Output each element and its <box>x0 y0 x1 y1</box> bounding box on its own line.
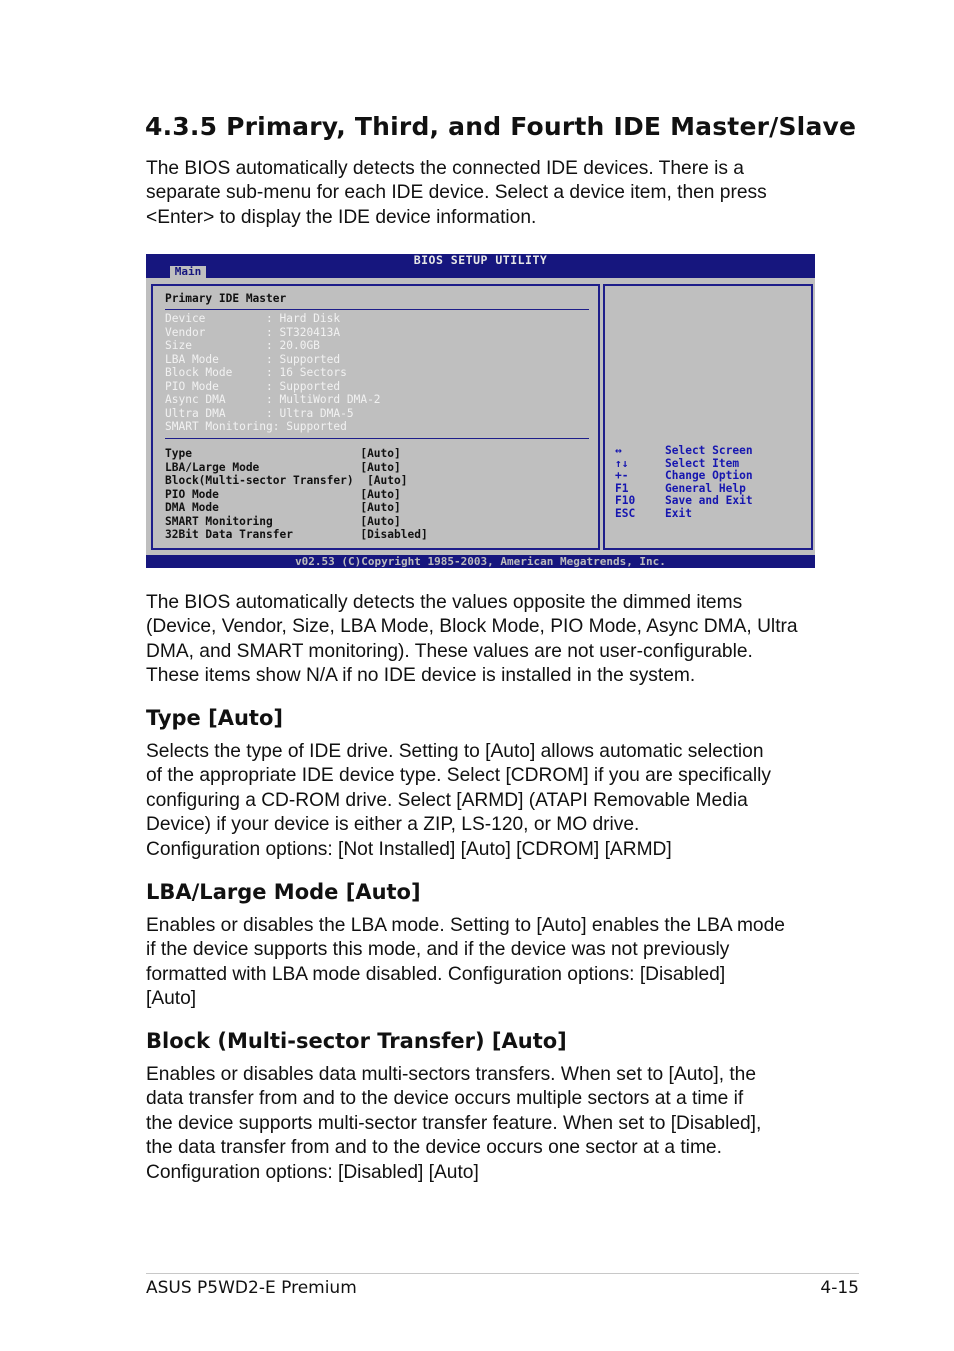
bios-setting-lba[interactable]: LBA/Large Mode [Auto] <box>165 460 401 474</box>
type-paragraph <box>146 740 826 862</box>
bios-info-line: Async DMA : MultiWord DMA-2 <box>165 393 381 406</box>
bios-key: ESC <box>615 506 636 520</box>
text-line: if the device supports this mode, and if the device was not previously <box>146 939 730 961</box>
text-line: Configuration options: [Not Installed] [Auto] [CDROM] [ARMD] <box>146 838 672 860</box>
bios-info-line: PIO Mode : Supported <box>165 379 341 393</box>
bios-setting-32bit[interactable]: 32Bit Data Transfer [Disabled] <box>165 528 428 541</box>
bios-info-line: Device : Hard Disk <box>165 312 341 325</box>
left-right-arrow-icon: ↔ <box>615 444 622 457</box>
text-line: These items show N/A if no IDE device is installed in the system. <box>146 665 696 687</box>
bios-info-line: Ultra DMA : Ultra DMA-5 <box>165 406 354 420</box>
text-line: configuring a CD-ROM drive. Select [ARMD] (ATAPI Removable Media <box>146 789 748 811</box>
text-line: the device supports multi-sector transfer feature. When set to [Disabled], <box>146 1112 762 1134</box>
text-line: The BIOS automatically detects the values opposite the dimmed items <box>146 592 743 613</box>
bios-setting-smart[interactable]: SMART Monitoring [Auto] <box>165 514 401 528</box>
bios-key-action: Exit <box>665 506 692 520</box>
bios-help-panel <box>603 284 813 550</box>
text-line: The BIOS automatically detects the connected IDE devices. There is a <box>146 158 744 179</box>
bios-setting-type[interactable]: Type [Auto] <box>165 447 401 460</box>
text-line: Configuration options: [Disabled] [Auto] <box>146 1161 479 1183</box>
bios-tab-main[interactable]: Main <box>170 266 206 278</box>
bios-copyright-bar: v02.53 (C)Copyright 1985-2003, American Megatrends, Inc. <box>146 555 815 568</box>
bios-key-action: Change Option <box>665 469 753 482</box>
text-line: separate sub-menu for each IDE device. Select a device item, then press <box>146 182 767 204</box>
bios-separator <box>165 309 589 310</box>
bios-info-line: LBA Mode : Supported <box>165 352 341 366</box>
text-line: [Auto] <box>146 988 197 1010</box>
bios-setting-pio[interactable]: PIO Mode [Auto] <box>165 487 401 501</box>
heading-block: Block (Multi-sector Transfer) [Auto] <box>146 1029 567 1053</box>
text-line: Device) if your device is either a ZIP, LS-120, or MO drive. <box>146 814 640 836</box>
bios-key-action: Save and Exit <box>665 494 753 507</box>
bios-key-action: Select Screen <box>665 444 753 457</box>
bios-panel-title: Primary IDE Master <box>165 292 287 305</box>
footer-page-number: 4-15 <box>820 1278 859 1298</box>
section-title: 4.3.5 Primary, Third, and Fourth IDE Master/Slave <box>145 112 857 141</box>
text-line: <Enter> to display the IDE device information. <box>146 206 537 228</box>
bios-info-line: Size : 20.0GB <box>165 339 320 352</box>
heading-lba: LBA/Large Mode [Auto] <box>146 880 421 904</box>
footer-rule <box>146 1273 859 1274</box>
lba-paragraph <box>146 914 826 1012</box>
bios-info-line: SMART Monitoring: Supported <box>165 420 347 433</box>
bios-setting-dma[interactable]: DMA Mode [Auto] <box>165 501 401 514</box>
text-line: data transfer from and to the device occurs multiple sectors at a time if <box>146 1088 744 1110</box>
bios-info-line: Vendor : ST320413A <box>165 325 341 339</box>
bios-left-panel <box>151 284 600 550</box>
bios-key-action: Select Item <box>665 456 740 470</box>
intro-paragraph <box>146 157 826 230</box>
bios-separator <box>165 438 589 439</box>
text-line: (Device, Vendor, Size, LBA Mode, Block Mode, PIO Mode, Async DMA, Ultra <box>146 616 798 638</box>
bios-setting-block[interactable]: Block(Multi-sector Transfer) [Auto] <box>165 474 408 487</box>
bios-screenshot <box>146 254 815 568</box>
heading-type: Type [Auto] <box>146 706 283 730</box>
after-bios-paragraph <box>146 591 826 689</box>
bios-key: F1 <box>615 481 629 495</box>
text-line: Enables or disables data multi-sectors transfers. When set to [Auto], the <box>146 1064 757 1085</box>
up-down-arrow-icon: ↑↓ <box>615 456 629 470</box>
footer-product: ASUS P5WD2-E Premium <box>146 1278 357 1298</box>
text-line: formatted with LBA mode disabled. Configuration options: [Disabled] <box>146 963 726 985</box>
text-line: of the appropriate IDE device type. Select [CDROM] if you are specifically <box>146 765 771 787</box>
bios-key: +- <box>615 469 629 482</box>
text-line: Selects the type of IDE drive. Setting to [Auto] allows automatic selection <box>146 741 764 762</box>
block-paragraph <box>146 1063 826 1185</box>
text-line: the data transfer from and to the device occurs one sector at a time. <box>146 1137 722 1159</box>
bios-key: F10 <box>615 494 636 507</box>
bios-key-action: General Help <box>665 481 746 495</box>
bios-info-line: Block Mode : 16 Sectors <box>165 366 347 379</box>
text-line: Enables or disables the LBA mode. Setting to [Auto] enables the LBA mode <box>146 915 785 936</box>
bios-title: BIOS SETUP UTILITY <box>413 253 548 267</box>
text-line: DMA, and SMART monitoring). These values are not user-configurable. <box>146 640 753 662</box>
